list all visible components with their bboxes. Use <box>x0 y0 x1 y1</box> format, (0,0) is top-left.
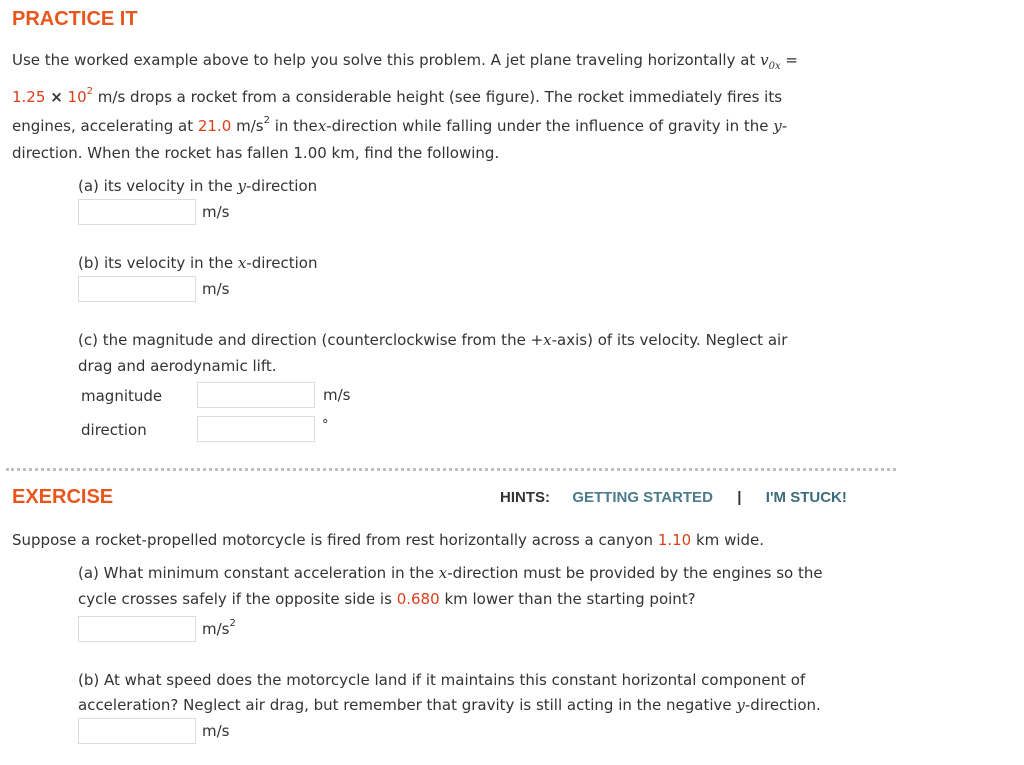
exercise-title: EXERCISE <box>12 486 114 508</box>
x-variable: x <box>317 117 327 135</box>
hints-bar <box>500 489 847 506</box>
exercise-part-a-unit: $m/s^2$ <box>202 618 236 638</box>
im-stuck-link[interactable]: I'M STUCK! <box>765 489 847 506</box>
practice-title: PRACTICE IT <box>12 8 138 30</box>
getting-started-link[interactable]: GETTING STARTED <box>572 489 713 506</box>
practice-intro-line-3 <box>12 117 787 135</box>
hints-separator: | <box>737 489 742 506</box>
drop-value: 0.680 <box>396 590 440 608</box>
velocity-value: $1.25 \times 10^2$ <box>12 86 94 106</box>
practice-intro-line-1 <box>12 51 798 72</box>
exercise-intro: Suppose a rocket-propelled motorcycle is fired from rest horizontally across a canyon 1.10 km wide. <box>12 531 765 549</box>
practice-part-a-input[interactable] <box>78 199 196 225</box>
hints-label: HINTS: <box>500 489 550 506</box>
direction-label: direction <box>81 421 147 439</box>
practice-part-a-question: (a) its velocity in the y-direction <box>78 177 318 195</box>
y-variable: y <box>773 117 782 135</box>
section-divider <box>6 468 896 471</box>
direction-input[interactable] <box>197 416 315 442</box>
canyon-width-value: 1.10 <box>657 531 692 549</box>
accel-unit: $m/s^2$ <box>236 115 270 135</box>
hyphen: - <box>781 117 788 135</box>
practice-intro-line-2 <box>12 88 782 106</box>
intro-text-3c: in the <box>274 117 318 135</box>
exercise-part-b-question-line-2: acceleration? Neglect air drag, but remember that gravity is still acting in the negative y-direction. <box>78 696 821 714</box>
v0x-symbol: $v_{0x}$ <box>760 51 781 72</box>
intro-text-3d: -direction while falling under the influence of gravity in the <box>326 117 769 135</box>
exercise-part-a-input[interactable] <box>78 616 196 642</box>
practice-part-b-input[interactable] <box>78 276 196 302</box>
exercise-part-a-question-line-2: cycle crosses safely if the opposite side is 0.680 km lower than the starting point? <box>78 590 696 608</box>
magnitude-input[interactable] <box>197 382 315 408</box>
exercise-part-b-unit: m/s <box>202 722 230 740</box>
intro-text-3a: engines, accelerating at <box>12 117 194 135</box>
magnitude-unit: m/s <box>323 386 351 404</box>
magnitude-label: magnitude <box>81 387 163 405</box>
acceleration-value: 21.0 <box>197 117 232 135</box>
equals-sign: = <box>785 51 798 69</box>
practice-part-c-question-line-2: drag and aerodynamic lift. <box>78 357 277 375</box>
practice-intro-line-4: direction. When the rocket has fallen 1.00 km, find the following. <box>12 144 500 162</box>
exercise-part-b-input[interactable] <box>78 718 196 744</box>
intro-text-2: m/s drops a rocket from a considerable height (see figure). The rocket immediately fires its <box>97 88 783 106</box>
degree-unit: ° <box>322 418 329 433</box>
exercise-part-a-question-line-1: (a) What minimum constant acceleration in the x-direction must be provided by the engines so the <box>78 564 823 582</box>
practice-part-a-unit: m/s <box>202 203 230 221</box>
exercise-part-b-question-line-1: (b) At what speed does the motorcycle land if it maintains this constant horizontal component of <box>78 671 806 689</box>
intro-text: Use the worked example above to help you solve this problem. A jet plane traveling horizontally at <box>12 51 756 69</box>
practice-part-b-unit: m/s <box>202 280 230 298</box>
practice-part-c-question-line-1: (c) the magnitude and direction (counterclockwise from the +x-axis) of its velocity. Neglect air <box>78 331 788 349</box>
practice-part-b-question: (b) its velocity in the x-direction <box>78 254 318 272</box>
